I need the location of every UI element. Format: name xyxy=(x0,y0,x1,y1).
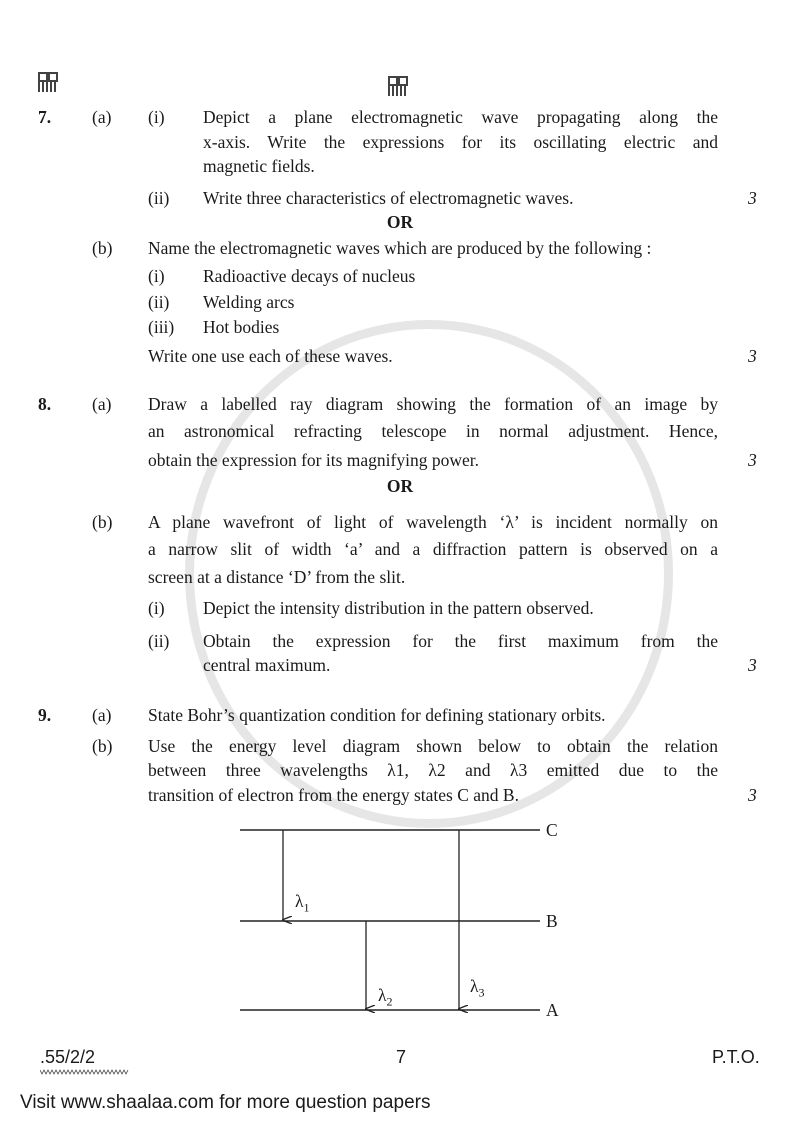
lambda-symbol: λ xyxy=(470,976,479,996)
question-text: x-axis. Write the expressions for its oscillating electric and xyxy=(203,132,718,152)
list-item: Radioactive decays of nucleus xyxy=(203,266,416,286)
subscript: 1 xyxy=(303,900,310,915)
question-text: Write one use each of these waves. xyxy=(148,346,393,366)
level-label-b: B xyxy=(546,911,558,931)
shaalaa-link[interactable]: Visit www.shaalaa.com for more question papers xyxy=(20,1092,431,1113)
subpart-label: (i) xyxy=(148,266,165,286)
part-label: (a) xyxy=(92,394,112,414)
question-text: Write three characteristics of electromagnetic waves. xyxy=(203,188,574,208)
part-label: (a) xyxy=(92,107,112,127)
wavelength-label-2 xyxy=(378,984,393,1013)
question-text: State Bohr’s quantization condition for defining stationary orbits. xyxy=(148,705,606,725)
marks: 3 xyxy=(748,785,757,805)
list-item: Hot bodies xyxy=(203,317,280,337)
question-text: screen at a distance ‘D’ from the slit. xyxy=(148,567,406,587)
or-separator: OR xyxy=(386,476,414,496)
wavy-underline xyxy=(40,1068,130,1076)
level-label-a: A xyxy=(546,1000,559,1020)
subpart-label: (ii) xyxy=(148,188,170,208)
question-number: 7. xyxy=(38,107,52,127)
question-text: between three wavelengths λ1, λ2 and λ3 emitted due to the xyxy=(148,760,718,780)
question-text: obtain the expression for its magnifying power. xyxy=(148,450,479,470)
wavelength-label-3 xyxy=(470,975,485,1004)
question-text: Depict a plane electromagnetic wave propagating along the xyxy=(203,107,718,127)
question-text: a narrow slit of width ‘a’ and a diffraction pattern is observed on a xyxy=(148,539,718,559)
marks: 3 xyxy=(748,450,757,470)
part-label: (b) xyxy=(92,512,113,532)
part-label: (b) xyxy=(92,238,113,258)
subscript: 2 xyxy=(386,994,393,1009)
page-number: 7 xyxy=(396,1047,407,1067)
paper-code: .55/2/2 xyxy=(40,1047,96,1067)
question-text: transition of electron from the energy states C and B. xyxy=(148,785,519,805)
or-separator: OR xyxy=(386,212,414,232)
question-text: central maximum. xyxy=(203,655,331,675)
wavelength-label-1 xyxy=(295,890,310,919)
level-label-c: C xyxy=(546,820,558,840)
question-text: Name the electromagnetic waves which are produced by the following : xyxy=(148,238,652,258)
subscript: 3 xyxy=(478,985,485,1000)
question-text: Draw a labelled ray diagram showing the formation of an image by xyxy=(148,394,718,414)
question-text: an astronomical refracting telescope in normal adjustment. Hence, xyxy=(148,421,718,441)
part-label: (a) xyxy=(92,705,112,725)
lambda-symbol: λ xyxy=(295,891,304,911)
question-text: Obtain the expression for the first maximum from the xyxy=(203,631,718,651)
marks: 3 xyxy=(748,346,757,366)
subpart-label: (i) xyxy=(148,598,165,618)
question-number: 9. xyxy=(38,705,52,725)
question-text: A plane wavefront of light of wavelength ‘λ’ is incident normally on xyxy=(148,512,718,532)
subpart-label: (ii) xyxy=(148,292,170,312)
question-text: Use the energy level diagram shown below to obtain the relation xyxy=(148,736,718,756)
marks: 3 xyxy=(748,188,757,208)
lambda-symbol: λ xyxy=(378,985,387,1005)
question-number: 8. xyxy=(38,394,52,414)
question-text: magnetic fields. xyxy=(203,156,315,176)
question-text: Depict the intensity distribution in the pattern observed. xyxy=(203,598,594,618)
subpart-label: (i) xyxy=(148,107,165,127)
pto-label: P.T.O. xyxy=(712,1047,760,1067)
part-label: (b) xyxy=(92,736,113,756)
list-item: Welding arcs xyxy=(203,292,295,312)
subpart-label: (ii) xyxy=(148,631,170,651)
marks: 3 xyxy=(748,655,757,675)
subpart-label: (iii) xyxy=(148,317,175,337)
